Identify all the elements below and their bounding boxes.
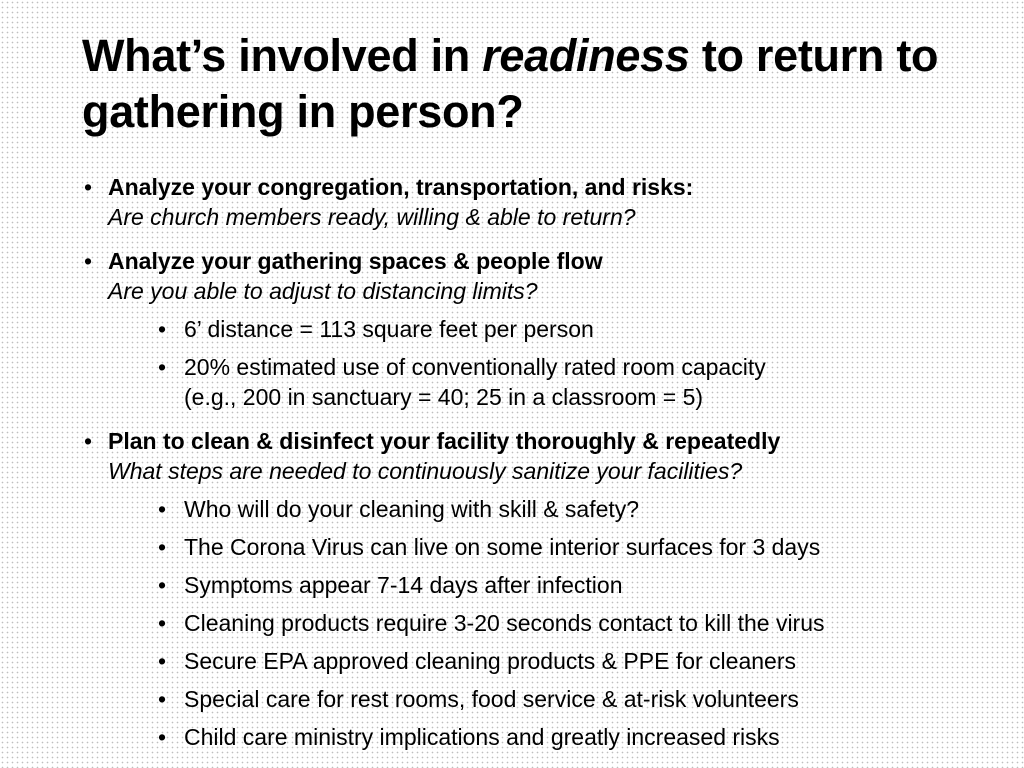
sub-bullet-text: 20% estimated use of conventionally rated room capacity [184,354,766,380]
bullet-heading: Plan to clean & disinfect your facility thoroughly & repeatedly [108,428,781,454]
sub-bullet-text: Cleaning products require 3-20 seconds contact to kill the virus [184,610,825,636]
sub-bullet-item [108,570,1002,600]
bullet-gathering-spaces [82,246,1002,412]
sub-bullet-text: Secure EPA approved cleaning products & PPE for cleaners [184,648,796,674]
bullet-congregation [82,172,1002,232]
bullet-question: What steps are needed to continuously sanitize your facilities? [108,458,743,484]
sub-bullet-dot: • [158,572,167,598]
slide-body [82,172,1002,766]
sub-bullet-text: 6’ distance = 113 square feet per person [184,316,594,342]
sub-bullet-dot: • [158,316,167,342]
sub-bullet-list [108,494,1002,752]
sub-bullet-text-continued: (e.g., 200 in sanctuary = 40; 25 in a classroom = 5) [184,384,704,410]
sub-bullet-text: Who will do your cleaning with skill & safety? [184,496,640,522]
bullet-question: Are you able to adjust to distancing limits? [108,278,538,304]
sub-bullet-text: Child care ministry implications and greatly increased risks [184,724,780,750]
bullet-cleaning [82,426,1002,752]
sub-bullet-item [108,646,1002,676]
bullet-question: Are church members ready, willing & able to return? [108,204,636,230]
sub-bullet-dot: • [158,686,167,712]
sub-bullet-dot: • [158,648,167,674]
sub-bullet-dot: • [158,724,167,750]
bullet-dot: • [84,428,93,454]
sub-bullet-item [108,532,1002,562]
sub-bullet-text: Special care for rest rooms, food service & at-risk volunteers [184,686,799,712]
title-part-2: to return to gathering in person? [82,30,939,137]
bullet-heading: Analyze your congregation, transportation, and risks: [108,174,694,200]
title-emphasis: readiness [482,30,690,81]
sub-bullet-text: The Corona Virus can live on some interior surfaces for 3 days [184,534,821,560]
sub-bullet-item [108,352,1002,412]
sub-bullet-dot: • [158,610,167,636]
bullet-heading: Analyze your gathering spaces & people flow [108,248,603,274]
sub-bullet-dot: • [158,496,167,522]
sub-bullet-list [108,314,1002,412]
sub-bullet-item [108,494,1002,524]
slide-title [82,28,982,140]
sub-bullet-text: Symptoms appear 7-14 days after infection [184,572,623,598]
bullet-dot: • [84,248,93,274]
sub-bullet-item [108,314,1002,344]
sub-bullet-dot: • [158,354,167,380]
sub-bullet-item [108,608,1002,638]
sub-bullet-item [108,684,1002,714]
title-part-1: What’s involved in [82,30,483,81]
sub-bullet-dot: • [158,534,167,560]
sub-bullet-item [108,722,1002,752]
bullet-dot: • [84,174,93,200]
